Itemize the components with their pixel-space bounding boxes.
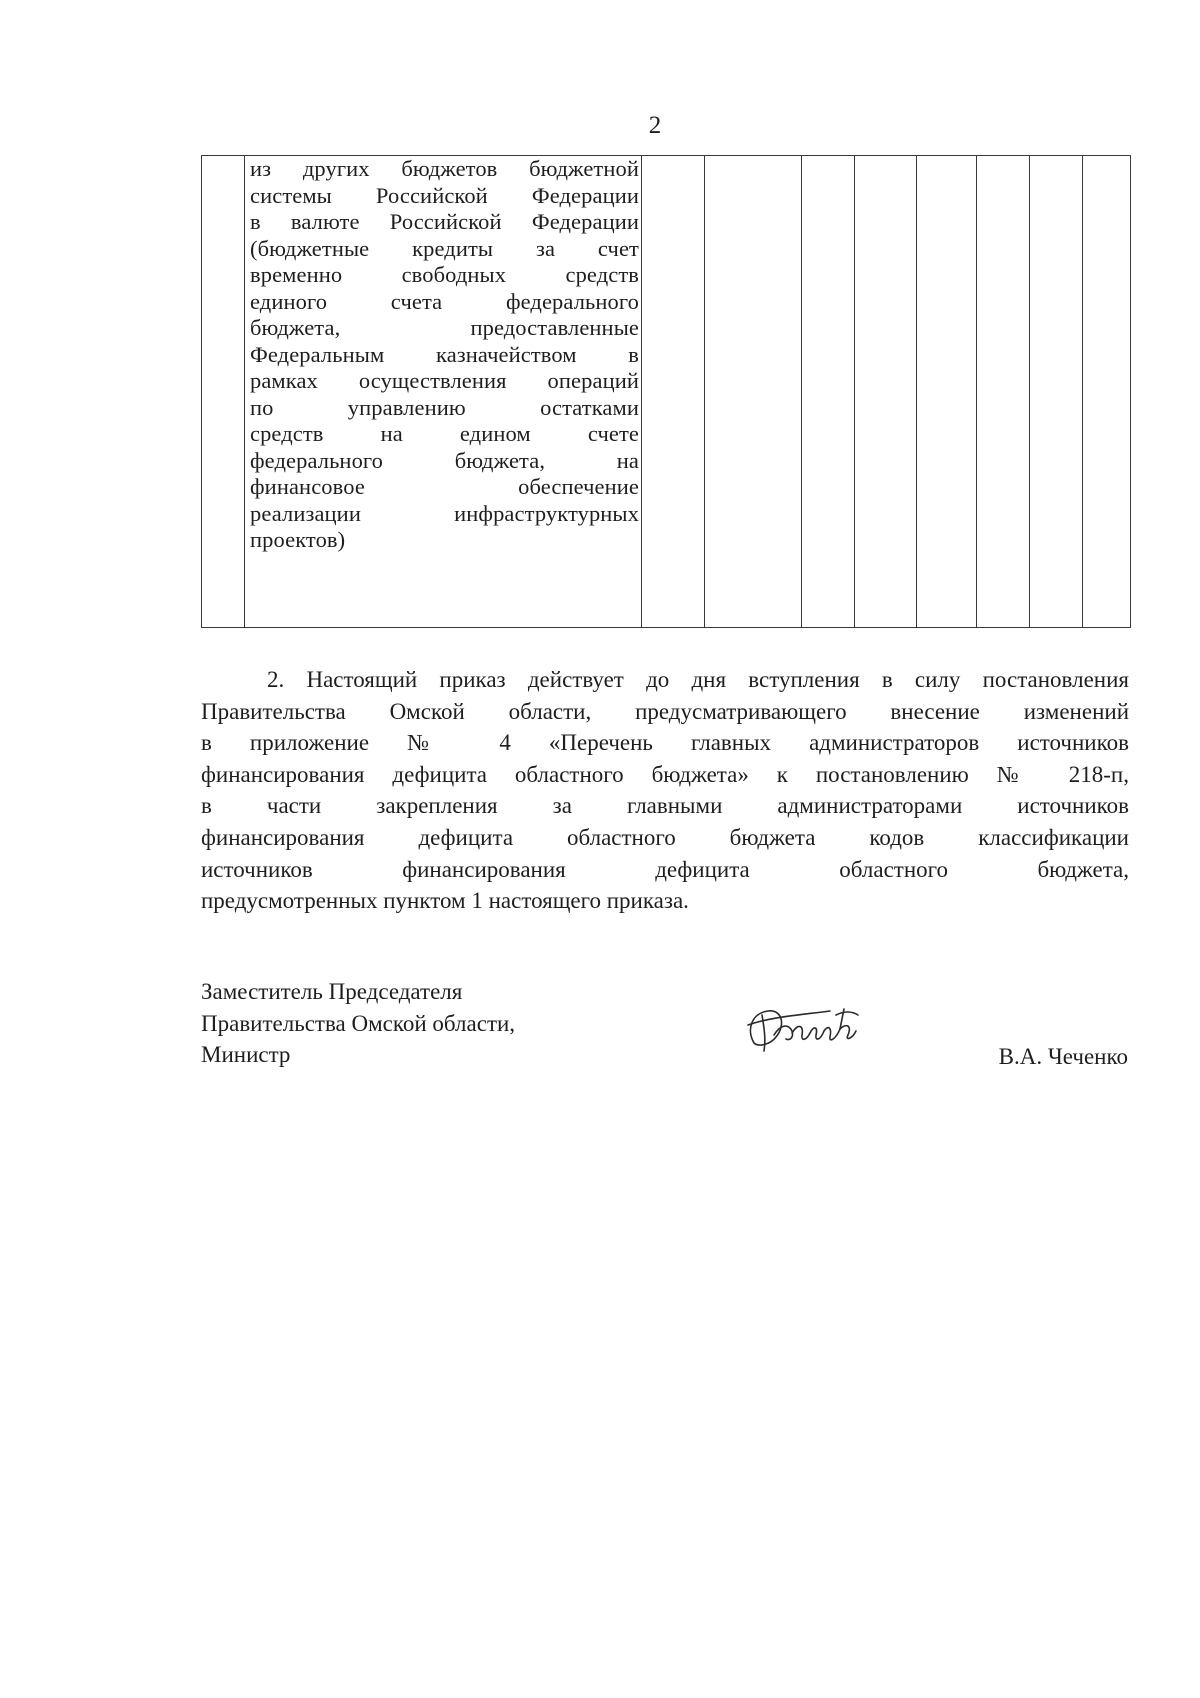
cell-line: временно свободных средств	[250, 262, 639, 287]
cell-line: рамках осуществления операций	[250, 368, 639, 393]
table-cell-empty	[202, 156, 245, 628]
paragraph-line: финансирования дефицита областного бюджета кодов классификации	[201, 824, 1129, 850]
paragraph-line: Правительства Омской области, предусматривающего внесение изменений	[201, 698, 1129, 724]
handwritten-signature	[740, 995, 890, 1065]
cell-line: по управлению остатками	[250, 394, 639, 420]
cell-line: в валюте Российской Федерации	[250, 209, 639, 234]
table-cell-empty	[802, 156, 855, 628]
cell-line: системы Российской Федерации	[250, 182, 639, 208]
signer-position-line: Заместитель Председателя	[201, 979, 463, 1004]
table-row	[202, 156, 1131, 628]
table-cell-description	[245, 156, 642, 628]
paragraph-line: в приложение № 4 «Перечень главных администраторов источников	[201, 730, 1129, 756]
order-paragraph-2	[201, 664, 1129, 917]
cell-line: (бюджетные кредиты за счет	[250, 235, 639, 261]
cell-line: из других бюджетов бюджетной	[250, 156, 639, 181]
cell-line: финансовое обеспечение	[250, 474, 639, 499]
signer-position	[201, 976, 515, 1071]
signer-name: В.А. Чеченко	[998, 1044, 1128, 1069]
cell-line: средств на едином счете	[250, 421, 639, 446]
cell-line: реализации инфраструктурных	[250, 500, 639, 526]
page-number: 2	[648, 112, 662, 139]
table-cell-text	[245, 156, 641, 554]
table-cell-empty	[1083, 156, 1131, 628]
table-cell-empty	[977, 156, 1030, 628]
cell-line: бюджета, предоставленные	[250, 315, 639, 340]
table-cell-empty	[1030, 156, 1083, 628]
paragraph-line: предусмотренных пунктом 1 настоящего приказа.	[201, 888, 689, 914]
table-cell-empty	[642, 156, 705, 628]
paragraph-line: 2. Настоящий приказ действует до дня вступления в силу постановления	[267, 667, 1129, 692]
cell-line: проектов)	[250, 527, 346, 552]
paragraph-line: источников финансирования дефицита областного бюджета,	[201, 856, 1129, 882]
table-cell-empty	[705, 156, 802, 628]
signer-position-line: Министр	[201, 1042, 291, 1067]
cell-line: федерального бюджета, на	[250, 447, 639, 473]
cell-line: единого счета федерального	[250, 288, 639, 314]
signer-position-line: Правительства Омской области,	[201, 1010, 516, 1036]
table-cell-empty	[917, 156, 977, 628]
paragraph-line: в части закрепления за главными администраторами источников	[201, 793, 1129, 819]
table-cell-empty	[855, 156, 917, 628]
cell-line: Федеральным казначейством в	[250, 341, 639, 367]
sources-table	[201, 155, 1131, 628]
paragraph-line: финансирования дефицита областного бюджета» к постановлению № 218-п,	[201, 761, 1129, 787]
